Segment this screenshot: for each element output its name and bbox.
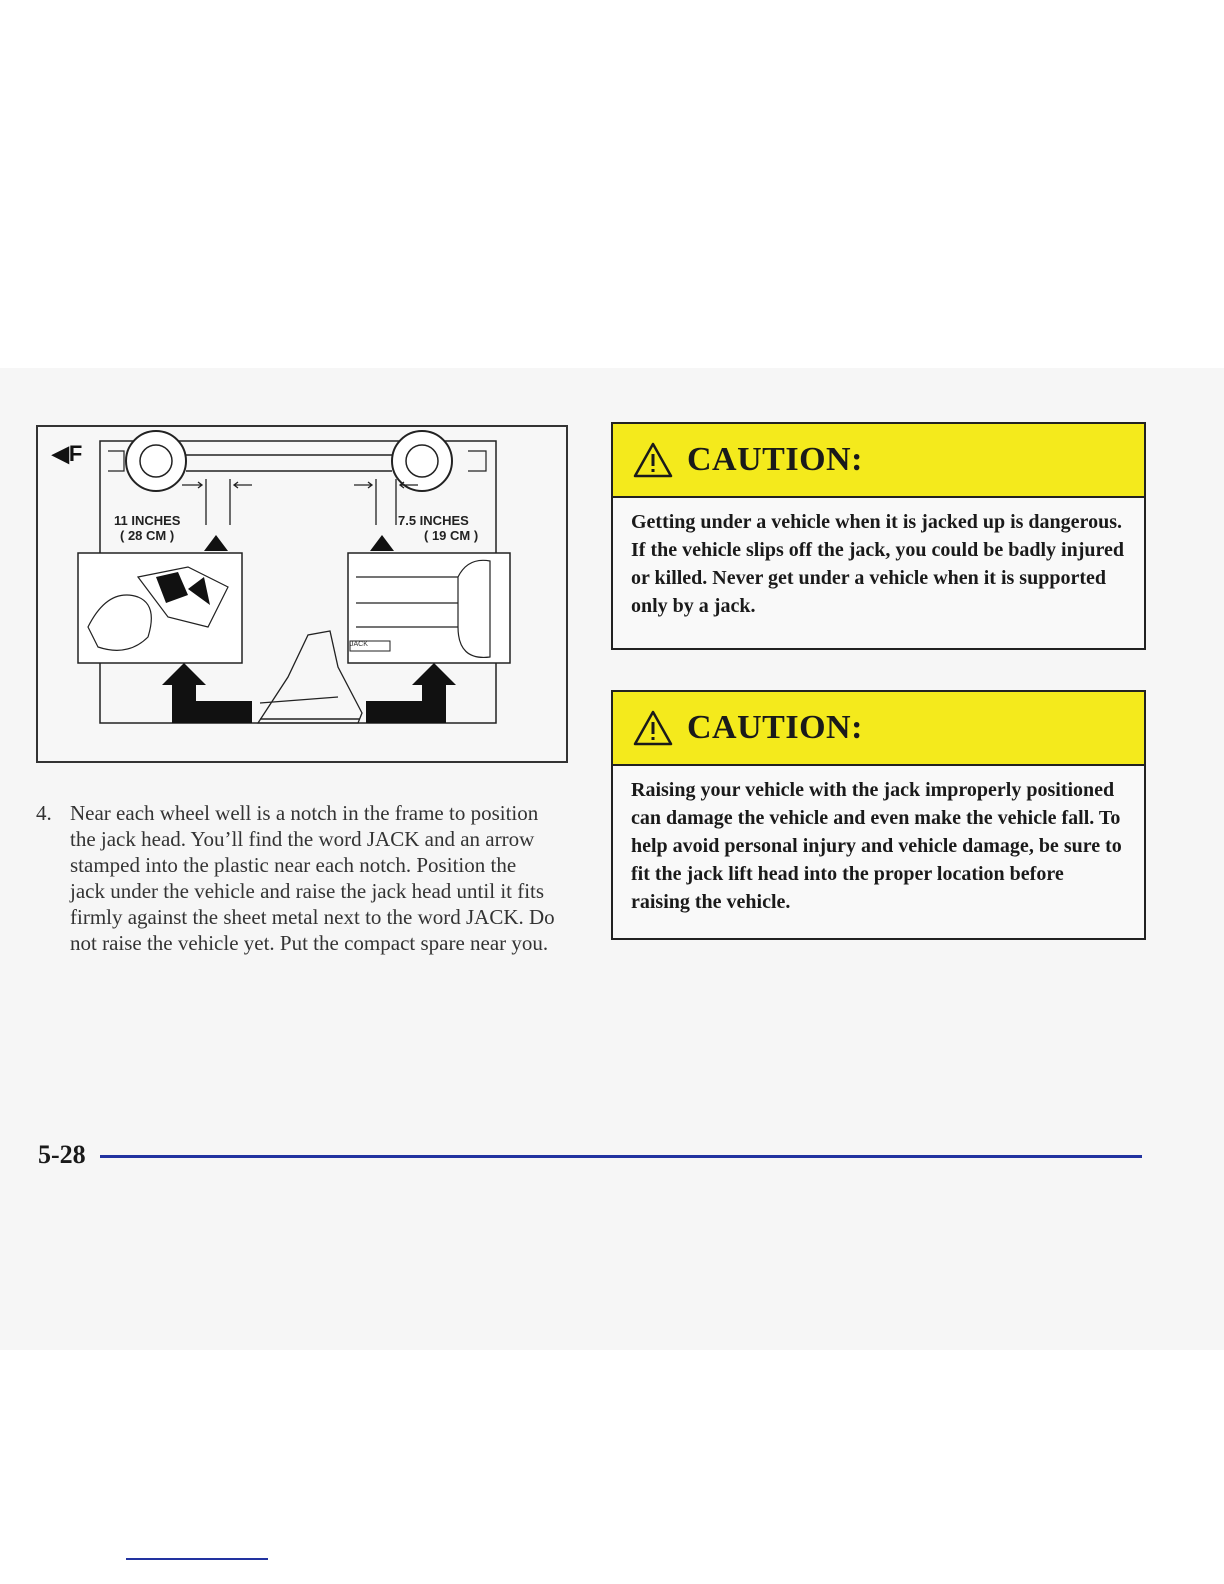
bottom-decorative-rule	[126, 1558, 268, 1560]
caution-text-2: Raising your vehicle with the jack improperly positioned can damage the vehicle and even make the vehicle fall. To help avoid personal injury and vehicle damage, be sure to fit the jack lift head into the proper location before raising the vehicle.	[631, 779, 1122, 913]
footer-rule	[100, 1155, 1142, 1158]
caution-header-2	[613, 692, 1144, 766]
caution-box-1	[611, 422, 1146, 650]
caution-box-2	[611, 690, 1146, 940]
caution-title-1: CAUTION:	[687, 441, 863, 478]
left-measure-label	[114, 513, 180, 543]
caution-text-1: Getting under a vehicle when it is jacked up is dangerous. If the vehicle slips off the jack, you could be badly injured or killed. Never get under a vehicle when it is supported only by a jack.	[631, 511, 1124, 617]
front-direction-marker: ◀F	[52, 441, 83, 466]
warning-triangle-icon	[633, 710, 673, 746]
step-number: 4.	[36, 801, 52, 825]
left-measure-inches: 11 INCHES	[114, 513, 181, 528]
page-number: 5-28	[38, 1140, 86, 1169]
vehicle-underside-illustration	[38, 427, 568, 763]
step-text: Near each wheel well is a notch in the frame to position the jack head. You’ll find the word JACK and an arrow stamped into the plastic near each notch. Position the jack under the vehicle and raise the jack head until it fits firmly against the sheet metal next to the word JACK. Do not raise the vehicle yet. Put the compact spare near you.	[70, 801, 555, 955]
caution-title-2: CAUTION:	[687, 709, 863, 746]
jack-stamp-label: JACK	[350, 641, 368, 648]
left-measure-cm: ( 28 CM )	[120, 528, 175, 543]
right-measure-label	[398, 513, 478, 543]
warning-triangle-icon	[633, 442, 673, 478]
instruction-step	[36, 800, 556, 956]
jacking-diagram	[36, 425, 568, 763]
caution-header-1	[613, 424, 1144, 498]
right-measure-inches: 7.5 INCHES	[398, 513, 469, 528]
right-measure-cm: ( 19 CM )	[424, 528, 479, 543]
